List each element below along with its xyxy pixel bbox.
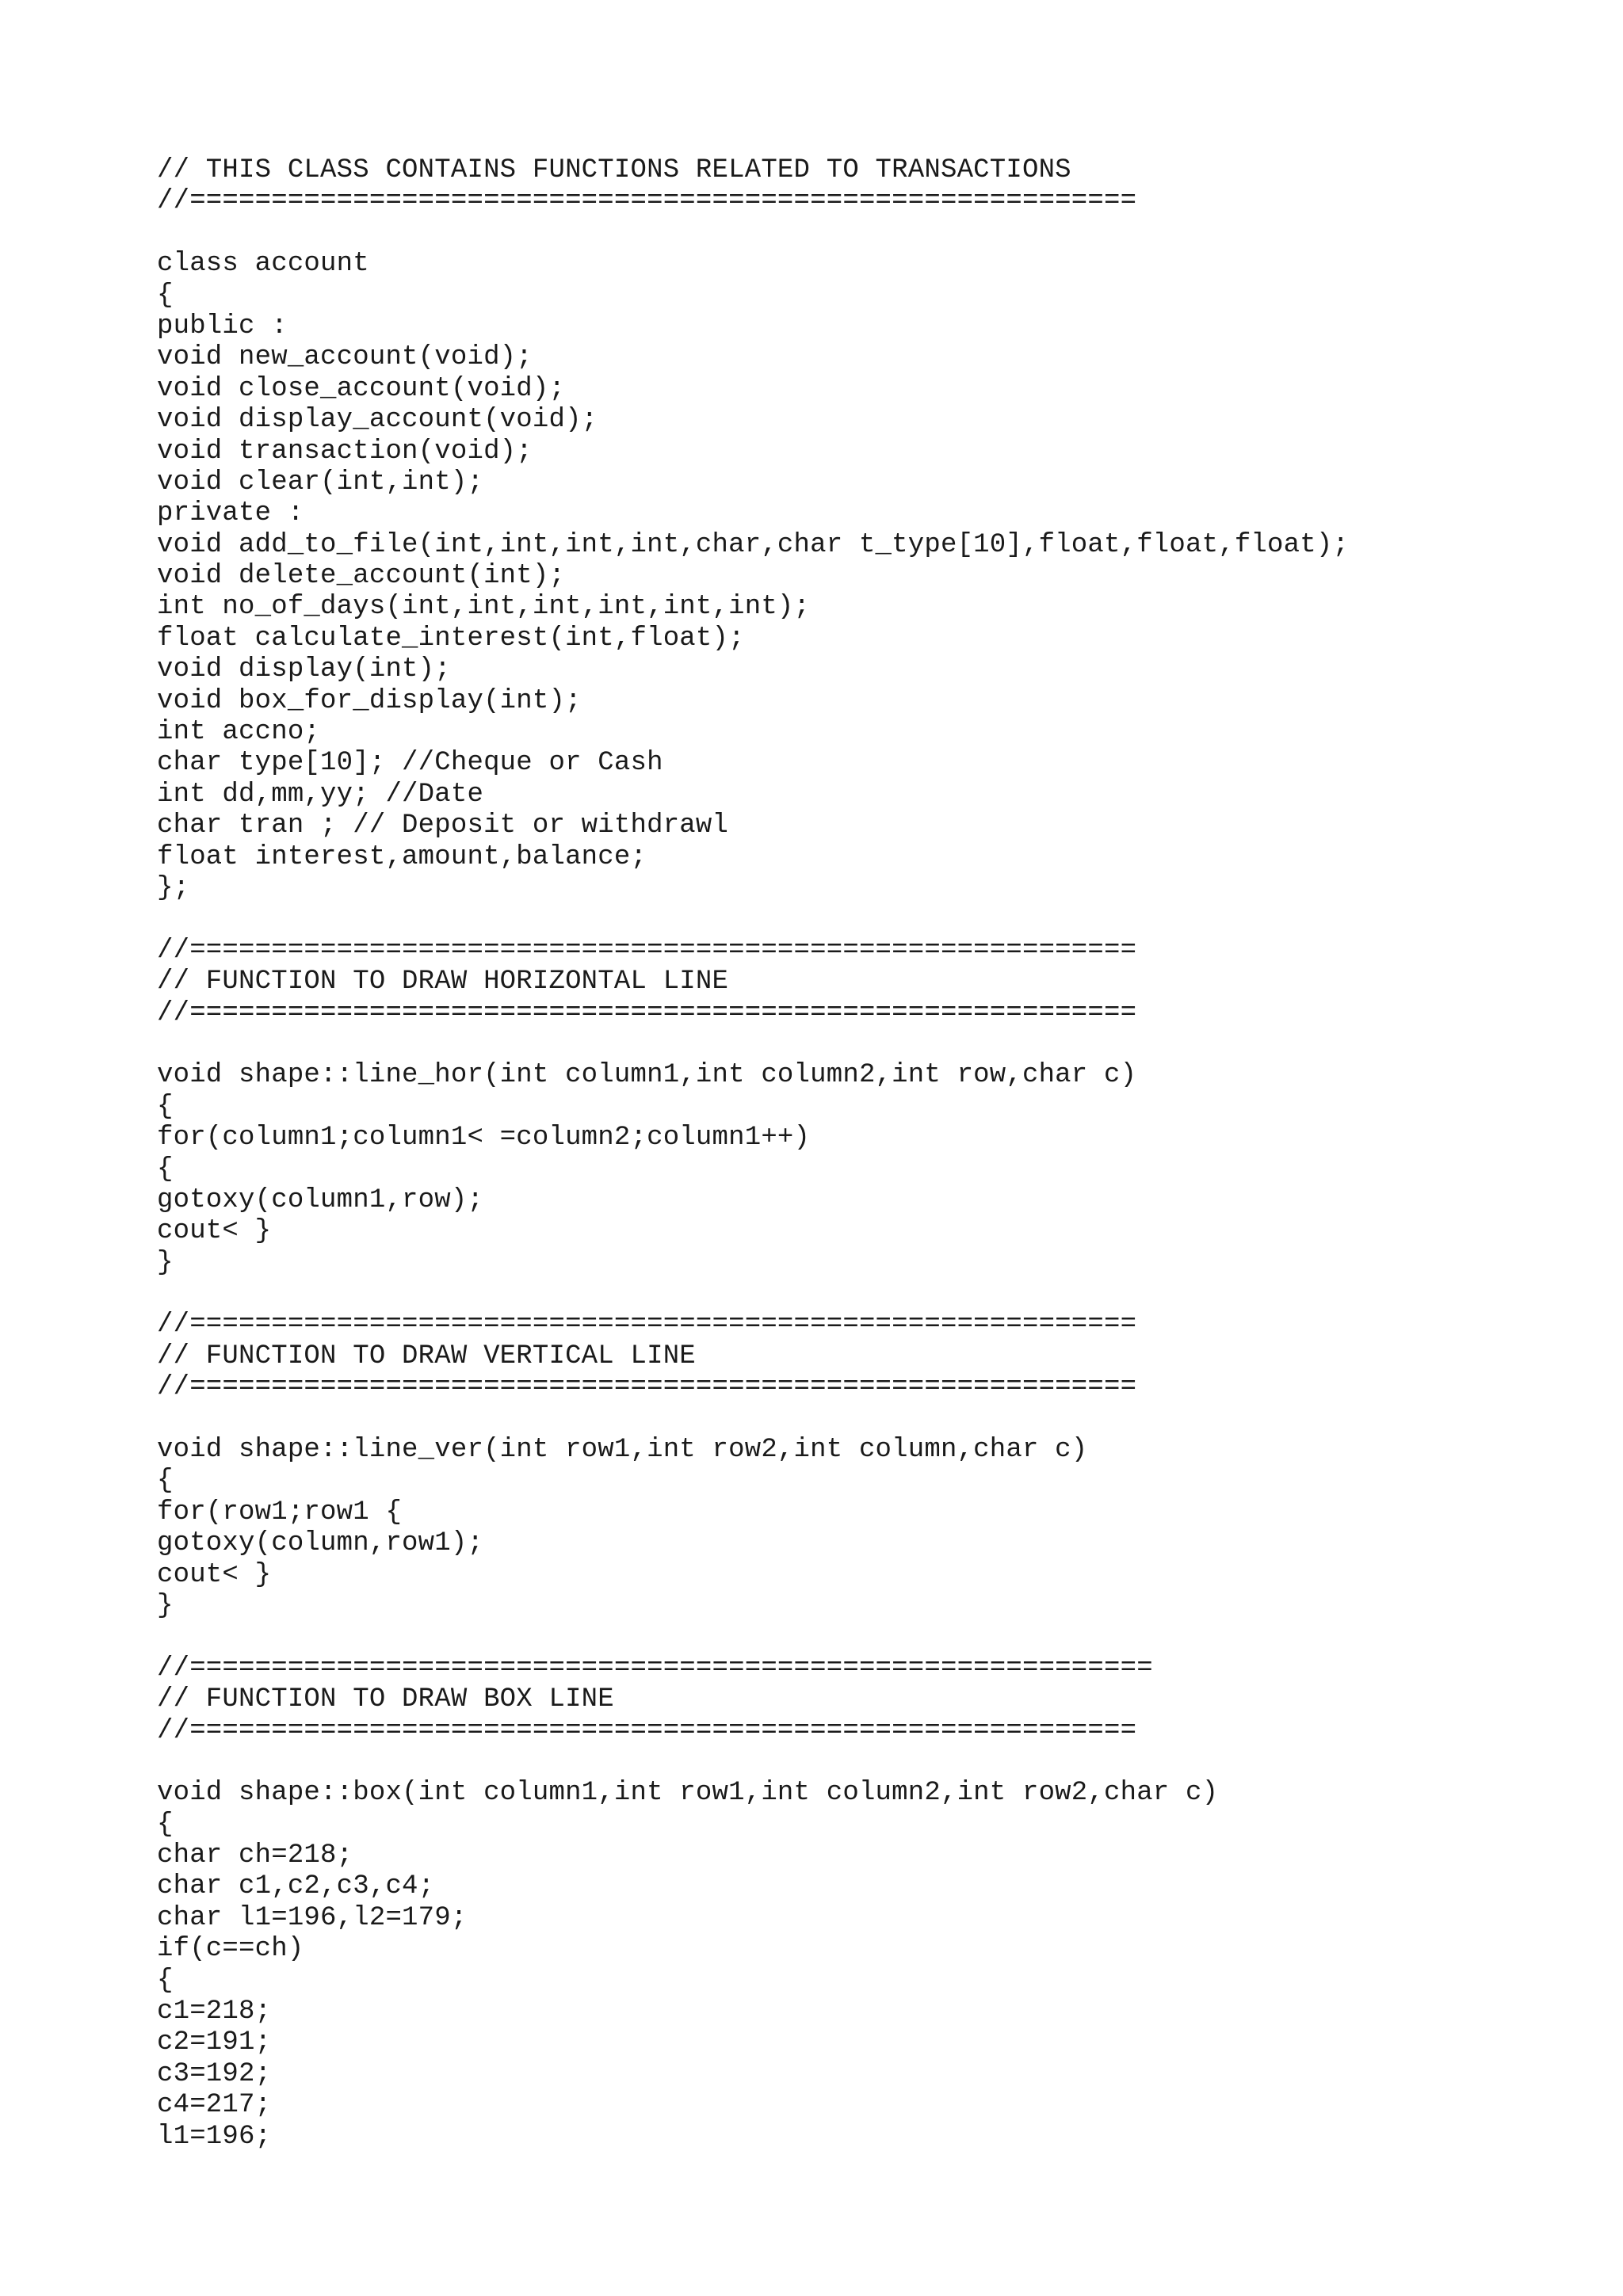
code-line: cout< } (157, 1216, 272, 1247)
code-line: float calculate_interest(int,float); (157, 623, 745, 654)
code-line: void display(int); (157, 654, 451, 685)
blank-line (157, 1279, 1583, 1310)
code-line: int dd,mm,yy; //Date (157, 779, 484, 810)
comment-line: // FUNCTION TO DRAW BOX LINE (157, 1684, 614, 1715)
code-line: } (157, 1247, 174, 1278)
blank-line (157, 904, 1583, 935)
code-line: int no_of_days(int,int,int,int,int,int); (157, 592, 811, 623)
code-line: class account (157, 249, 369, 280)
code-line: c1=218; (157, 1997, 272, 2027)
comment-line: //========================================================== (157, 997, 1137, 1028)
code-line: { (157, 1809, 174, 1840)
blank-line (157, 1029, 1583, 1060)
code-line: { (157, 1091, 174, 1122)
code-line: char tran ; // Deposit or withdrawl (157, 810, 729, 841)
code-line: void new_account(void); (157, 342, 533, 373)
code-line: { (157, 280, 174, 311)
code-line: float interest,amount,balance; (157, 841, 647, 872)
blank-line (157, 1747, 1583, 1778)
comment-line: //========================================================== (157, 1310, 1137, 1341)
code-line: char c1,c2,c3,c4; (157, 1871, 435, 1902)
code-line: char ch=218; (157, 1840, 353, 1871)
code-line: char type[10]; //Cheque or Cash (157, 748, 663, 779)
code-line: private : (157, 498, 304, 529)
code-line: for(row1;row1 { (157, 1497, 403, 1527)
code-line: void close_account(void); (157, 373, 566, 404)
code-line: { (157, 1466, 174, 1497)
code-line: { (157, 1154, 174, 1184)
code-line: c3=192; (157, 2058, 272, 2089)
code-line: void transaction(void); (157, 436, 533, 467)
comment-line: //========================================================== (157, 1372, 1137, 1403)
code-line: gotoxy(column,row1); (157, 1528, 484, 1559)
comment-line: //========================================================== (157, 186, 1137, 217)
code-line: cout< } (157, 1559, 272, 1590)
comment-line: // FUNCTION TO DRAW HORIZONTAL LINE (157, 967, 729, 997)
code-line: c4=217; (157, 2090, 272, 2121)
blank-line (157, 218, 1583, 249)
code-line: void shape::box(int column1,int row1,int column2,int row2,char c) (157, 1778, 1219, 1809)
code-line: void shape::line_ver(int row1,int row2,int column,char c) (157, 1435, 1088, 1466)
blank-line (157, 1404, 1583, 1435)
code-line: int accno; (157, 717, 321, 748)
source-code-listing (157, 155, 1583, 2153)
code-line: gotoxy(column1,row); (157, 1184, 484, 1215)
code-line: l1=196; (157, 2121, 272, 2152)
code-line: if(c==ch) (157, 1934, 304, 1965)
comment-line: //========================================================== (157, 935, 1137, 966)
code-line: { (157, 1965, 174, 1996)
code-line: public : (157, 311, 288, 341)
code-line: char l1=196,l2=179; (157, 1902, 468, 1933)
comment-line: //========================================================== (157, 1715, 1137, 1746)
blank-line (157, 1622, 1583, 1653)
code-line: void add_to_file(int,int,int,int,char,char t_type[10],float,float,float); (157, 529, 1350, 560)
code-line: void clear(int,int); (157, 467, 484, 498)
comment-line: //=========================================================== (157, 1653, 1153, 1684)
code-line: void display_account(void); (157, 405, 598, 436)
code-line: } (157, 1590, 174, 1621)
code-line: void shape::line_hor(int column1,int column2,int row,char c) (157, 1060, 1137, 1091)
code-line: }; (157, 872, 190, 903)
comment-line: // FUNCTION TO DRAW VERTICAL LINE (157, 1341, 696, 1371)
code-line: void box_for_display(int); (157, 685, 582, 716)
code-line: void delete_account(int); (157, 561, 566, 592)
comment-line: // THIS CLASS CONTAINS FUNCTIONS RELATED TO TRANSACTIONS (157, 155, 1071, 185)
code-line: for(column1;column1< =column2;column1++) (157, 1123, 811, 1154)
code-line: c2=191; (157, 2027, 272, 2058)
